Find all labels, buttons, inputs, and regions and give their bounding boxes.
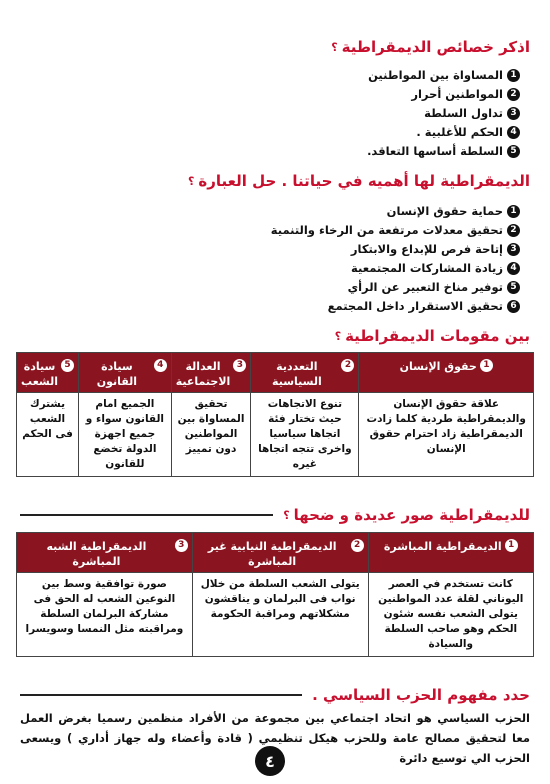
forms-table: [16, 532, 534, 657]
number-badge: 2: [507, 224, 520, 237]
section2-qmark: ؟: [187, 174, 195, 188]
number-badge: 3: [507, 243, 520, 256]
number-badge: 1: [505, 539, 518, 552]
section1-heading: [20, 38, 530, 56]
number-badge: 5: [507, 281, 520, 294]
table-row: [17, 573, 534, 657]
number-badge: 2: [507, 88, 520, 101]
section1-list: [60, 66, 520, 161]
number-badge: 2: [351, 539, 364, 552]
section3-heading: [20, 327, 530, 345]
pillars-table: [16, 352, 534, 477]
number-badge: 4: [507, 262, 520, 275]
number-badge: 2: [341, 359, 354, 372]
list-item: 2 تحقيق معدلات مرتفعة من الرخاء والتنمية: [60, 221, 520, 240]
table-cell: علاقة حقوق الإنسان والديمقراطية طردية كلما زادت الديمقراطية زاد احترام حقوق الإنسان: [359, 393, 534, 477]
list-item: 4 زيادة المشاركات المجتمعية: [60, 259, 520, 278]
section4-qmark: ؟: [283, 508, 290, 522]
list-item: 3 إتاحة فرص للإبداع والابتكار: [60, 240, 520, 259]
table-header: 3 الديمقراطية الشبه المباشرة: [17, 533, 193, 573]
list-item: 1 المساواة بين المواطنين: [60, 66, 520, 85]
section5-heading: [20, 686, 530, 704]
section4-title: للديمقراطية صور عديدة و ضحها: [293, 506, 530, 524]
table-header: 1 حقوق الإنسان: [359, 353, 534, 393]
table-header: 1 الديمقراطية المباشرة: [368, 533, 533, 573]
table-cell: تحقيق المساواة بين المواطنين دون تمييز: [171, 393, 251, 477]
section3-title: بين مقومات الديمقراطية: [345, 327, 530, 345]
section3-qmark: ؟: [334, 329, 342, 343]
table-header: 2 الديمقراطية النيابية غير المباشرة: [192, 533, 368, 573]
table-header: 5 سيادة الشعب: [17, 353, 79, 393]
table-cell: يشترك الشعب فى الحكم: [17, 393, 79, 477]
table-header: 3 العدالة الاجتماعية: [171, 353, 251, 393]
list-item: 4 الحكم للأغلبية .: [60, 123, 520, 142]
table-cell: تنوع الاتجاهات حيث تختار فئة اتجاها سياسيا واخرى تتجه اتجاها غيره: [251, 393, 359, 477]
section2-list: [60, 202, 520, 316]
number-badge: 5: [507, 145, 520, 158]
table-header-row: [17, 353, 534, 393]
page-number: ٤: [255, 746, 285, 776]
number-badge: 6: [507, 300, 520, 313]
section5-title: حدد مفهوم الحزب السياسي .: [312, 686, 530, 704]
number-badge: 3: [175, 539, 188, 552]
table-cell: صورة توافقية وسط بين النوعين الشعب له الحق فى مشاركة البرلمان السلطة ومراقبته مثل النمسا وسويسرا: [17, 573, 193, 657]
party-definition-paragraph: الحزب السياسي هو اتحاد اجتماعي بين مجموعة من الأفراد منظمين رسميا بغرض العمل معا لتحقيق مصالح عامة وللحزب هيكل تنظيمي ( قادة وأعضاء وله جهاز أداري ) ويسعى الحزب الي توسيع دائرة: [20, 711, 530, 765]
number-badge: 3: [233, 359, 246, 372]
table-header: 4 سيادة القانون: [79, 353, 172, 393]
table-cell: كانت تستخدم في العصر اليوناني لقلة عدد المواطنين يتولى الشعب نفسه شئون الحكم وهو صاحب السلطة والسيادة: [368, 573, 533, 657]
list-item: 3 تداول السلطة: [60, 104, 520, 123]
number-badge: 4: [154, 359, 167, 372]
list-item: 2 المواطنين أحرار: [60, 85, 520, 104]
list-item: 5 السلطة أساسها التعاقد.: [60, 142, 520, 161]
table-header-row: [17, 533, 534, 573]
section1-qmark: ؟: [331, 40, 338, 54]
heading-divider: [20, 694, 302, 696]
list-item: 5 توفير مناخ التعبير عن الرأي: [60, 278, 520, 297]
number-badge: 1: [507, 205, 520, 218]
list-item: 6 تحقيق الاستقرار داخل المجتمع: [60, 297, 520, 316]
table-header: 2 التعددية السياسية: [251, 353, 359, 393]
table-cell: الجميع امام القانون سواء و جميع اجهزة الدولة تخضع للقانون: [79, 393, 172, 477]
table-cell: يتولى الشعب السلطة من خلال نواب فى البرلمان و يناقشون مشكلاتهم ومراقبة الحكومة: [192, 573, 368, 657]
number-badge: 5: [61, 359, 74, 372]
number-badge: 1: [507, 69, 520, 82]
number-badge: 3: [507, 107, 520, 120]
table-row: [17, 393, 534, 477]
heading-divider: [20, 514, 273, 516]
list-item: 1 حماية حقوق الإنسان: [60, 202, 520, 221]
section2-title: الديمقراطية لها أهميه في حياتنا . حل العبارة: [198, 172, 530, 190]
section4-heading: [20, 506, 530, 524]
section2-heading: [20, 172, 530, 190]
number-badge: 1: [480, 359, 493, 372]
number-badge: 4: [507, 126, 520, 139]
section1-title: اذكر خصائص الديمقراطية: [341, 38, 530, 56]
